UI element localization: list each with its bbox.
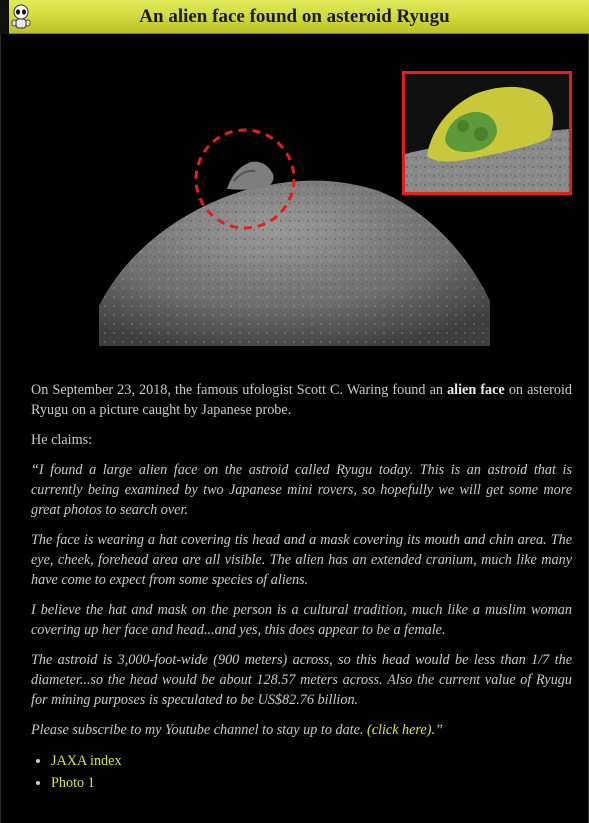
subscribe-text: Please subscribe to my Youtube channel to stay up to date.	[31, 722, 367, 738]
click-here-link[interactable]: (click here)	[367, 722, 432, 738]
photo-1-link[interactable]: Photo 1	[51, 775, 95, 791]
alien-face-emphasis: alien face	[447, 382, 505, 398]
intro-text-start: On September 23, 2018, the famous ufologist Scott C. Waring found an	[31, 382, 448, 398]
quote-closing: .”	[431, 722, 443, 738]
article-body	[31, 380, 572, 794]
quote-paragraph-1: “I found a large alien face on the astroid called Ryugu today. This is an astroid that is currently being examined by two Japanese mini rovers, so hopefully we will get some more great photos to search over.	[31, 462, 572, 518]
quote-paragraph-5	[31, 720, 572, 740]
title-bar	[0, 0, 589, 34]
list-item	[51, 750, 572, 772]
intro-paragraph	[31, 380, 572, 420]
claims-label: He claims:	[31, 432, 93, 448]
reference-links-list	[31, 750, 572, 794]
quote-paragraph-4: The astroid is 3,000-foot-wide (900 meters) across, so this head would be less than 1/7 the diameter...so the head would be about 128.57 meters across. Also the current value of Ryugu for mining purposes is speculated to be US$82.76 billion.	[31, 652, 572, 708]
quote-paragraph-2: The face is wearing a hat covering tis head and a mask covering its mouth and chin area. The eye, cheek, forehead area are all visible. The alien has an extended cranium, much like many have come to expect from some species of aliens.	[31, 532, 572, 588]
page-title: An alien face found on asteroid Ryugu	[139, 6, 450, 27]
quote-paragraph-3: I believe the hat and mask on the person is a cultural tradition, much like a muslim woman covering up her face and head...and yes, this does appear to be a female.	[31, 602, 572, 638]
intro-text-end: on asteroid Ryugu on a picture caught by Japanese probe.	[31, 382, 573, 418]
jaxa-index-link[interactable]: JAXA index	[51, 753, 122, 769]
zoomed-face-inset[interactable]	[402, 71, 572, 195]
list-item	[51, 772, 572, 794]
